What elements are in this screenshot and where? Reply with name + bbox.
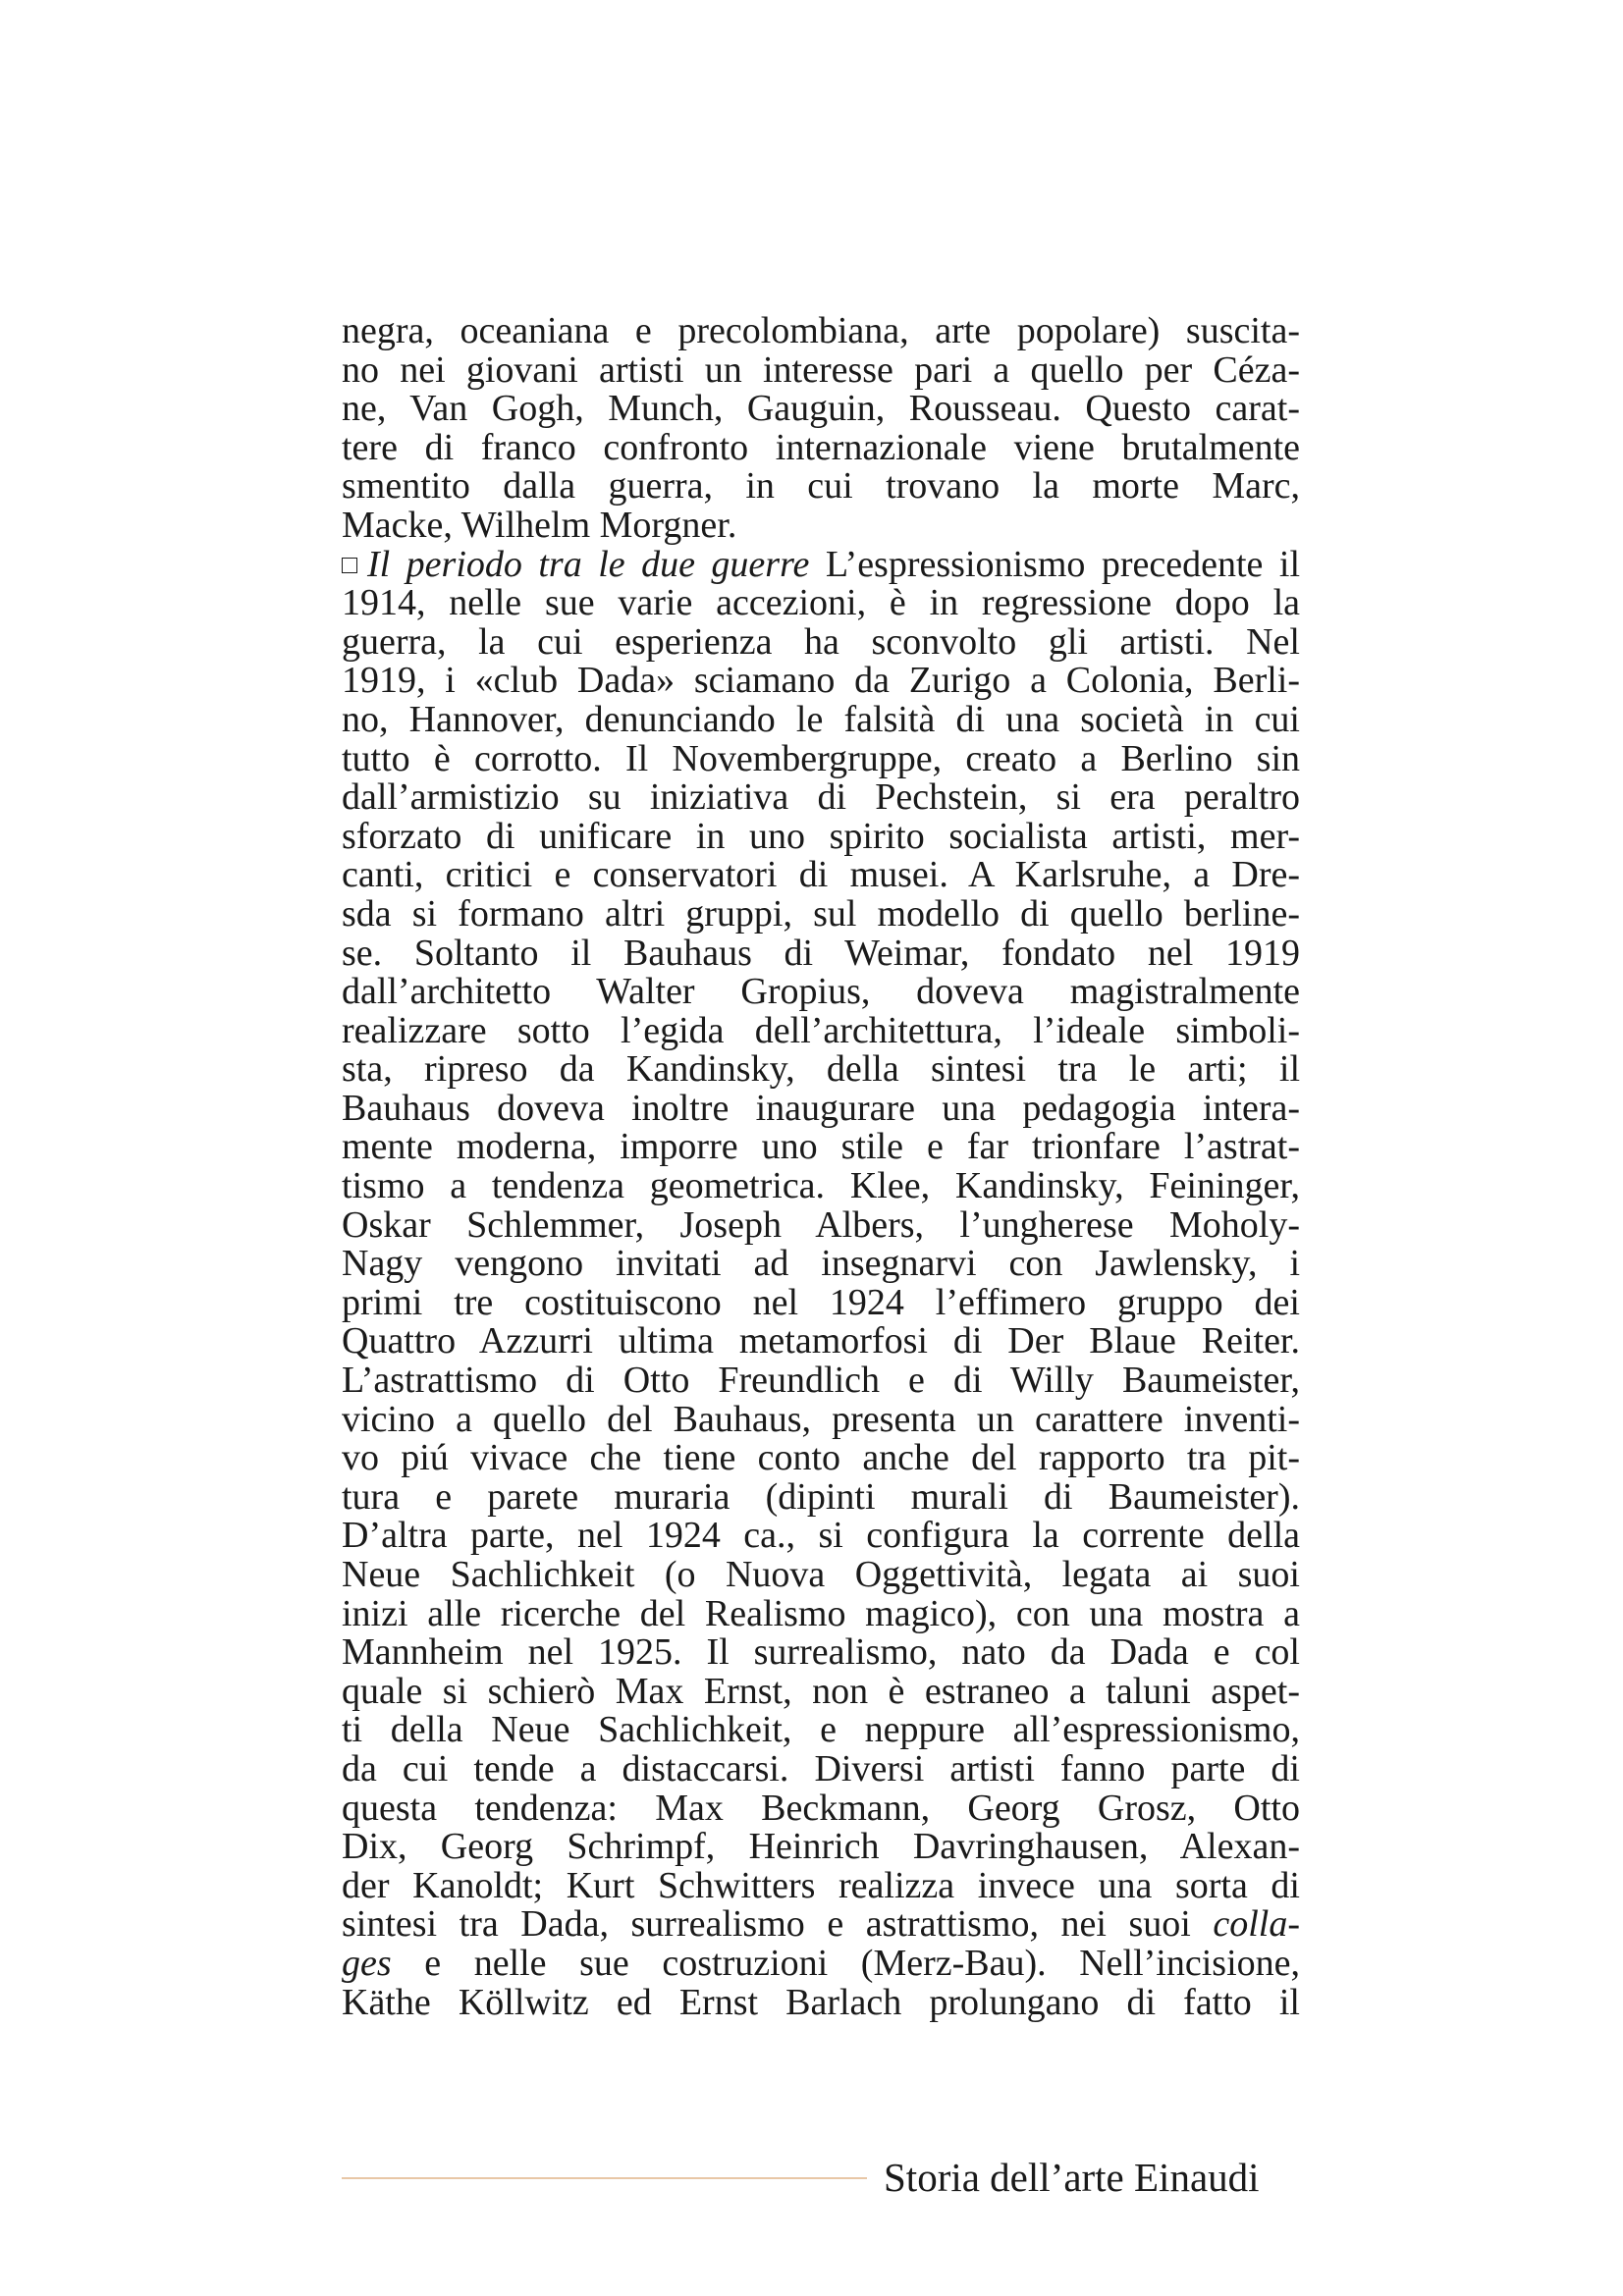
text-line: mente moderna, imporre uno stile e far trionfare l’astrat- (342, 1126, 1300, 1168)
text-line: Mannheim nel 1925. Il surrealismo, nato da Dada e col (342, 1631, 1300, 1674)
after-collages: e nelle sue costruzioni (Merz-Bau). Nell’incisione, (391, 1942, 1300, 1984)
text-line: tura e parete muraria (dipinti murali di Baumeister). (342, 1475, 1300, 1518)
text-line (342, 1942, 1300, 1984)
text-line: se. Soltanto il Bauhaus di Weimar, fondato nel 1919 (342, 932, 1300, 974)
text-line: der Kanoldt; Kurt Schwitters realizza invece una sorta di (342, 1864, 1300, 1906)
text-line: sta, ripreso da Kandinsky, della sintesi tra le arti; il (342, 1048, 1300, 1091)
text-line: Quattro Azzurri ultima metamorfosi di Der Blaue Reiter. (342, 1320, 1300, 1362)
section-first-line-rest: L’espressionismo precedente il (825, 543, 1301, 585)
text-line: Oskar Schlemmer, Joseph Albers, l’ungherese Moholy- (342, 1203, 1300, 1246)
text-line: 1919, i «club Dada» sciamano da Zurigo a Colonia, Berli- (342, 660, 1300, 702)
text-line: Käthe Köllwitz ed Ernst Barlach prolungano di fatto il (342, 1981, 1300, 2023)
collages-word-end: ges (342, 1942, 392, 1984)
text-line: smentito dalla guerra, in cui trovano la morte Marc, (342, 465, 1300, 507)
section-heading-line (342, 543, 1301, 585)
text-line: sforzato di unificare in uno spirito socialista artisti, mer- (342, 815, 1300, 857)
text-line: no, Hannover, denunciando le falsità di una società in cui (342, 698, 1300, 740)
text-line: ne, Van Gogh, Munch, Gauguin, Rousseau. Questo carat- (342, 388, 1300, 430)
text-line: L’astrattismo di Otto Freundlich e di Willy Baumeister, (342, 1360, 1300, 1402)
text-line: guerra, la cui esperienza ha sconvolto gli artisti. Nel (342, 620, 1300, 663)
footer-rule (342, 2177, 867, 2179)
text-line (342, 1905, 1300, 1945)
body-text (342, 312, 1300, 2022)
text-line: D’altra parte, nel 1924 ca., si configura la corrente della (342, 1515, 1300, 1557)
text-line: sda si formano altri gruppi, sul modello di quello berline- (342, 892, 1300, 934)
section-heading: Il periodo tra le due guerre (367, 543, 810, 585)
text-line: primi tre costituiscono nel 1924 l’effimero gruppo dei (342, 1281, 1300, 1323)
text-line: dall’architetto Walter Gropius, doveva magistralmente (342, 971, 1300, 1013)
text-line: tere di franco confronto internazionale viene brutalmente (342, 426, 1300, 468)
text-line: ti della Neue Sachlichkeit, e neppure all’espressionismo, (342, 1709, 1300, 1751)
text-line: Nagy vengono invitati ad insegnarvi con Jawlensky, i (342, 1243, 1300, 1285)
text-line: Bauhaus doveva inoltre inaugurare una pedagogia intera- (342, 1087, 1300, 1129)
text-line: 1914, nelle sue varie accezioni, è in regressione dopo la (342, 582, 1300, 624)
square-bullet-icon (342, 558, 357, 573)
text-line: Macke, Wilhelm Morgner. (342, 504, 737, 546)
text-line: realizzare sotto l’egida dell’architettura, l’ideale simboli- (342, 1009, 1300, 1051)
text-line: vo piú vivace che tiene conto anche del rapporto tra pit- (342, 1437, 1300, 1479)
text-line: canti, critici e conservatori di musei. A Karlsruhe, a Dre- (342, 854, 1300, 896)
footer-title: Storia dell’arte Einaudi (884, 2155, 1260, 2200)
text-line: tismo a tendenza geometrica. Klee, Kandinsky, Feininger, (342, 1165, 1300, 1207)
text-line: inizi alle ricerche del Realismo magico), con una mostra a (342, 1592, 1300, 1634)
text-line: quale si schierò Max Ernst, non è estraneo a taluni aspet- (342, 1670, 1300, 1712)
text-line: Neue Sachlichkeit (o Nuova Oggettività, legata ai suoi (342, 1554, 1300, 1595)
text-line: vicino a quello del Bauhaus, presenta un carattere inventi- (342, 1398, 1300, 1440)
collages-prefix: sintesi tra Dada, surrealismo e astrattismo, nei suoi (342, 1903, 1214, 1946)
collages-word-start: colla- (1213, 1903, 1300, 1946)
text-line: dall’armistizio su iniziativa di Pechstein, si era peraltro (342, 776, 1300, 819)
text-line: no nei giovani artisti un interesse pari a quello per Céza- (342, 348, 1300, 391)
text-line: tutto è corrotto. Il Novembergruppe, creato a Berlino sin (342, 737, 1300, 779)
text-line: negra, oceaniana e precolombiana, arte popolare) suscita- (342, 310, 1300, 351)
text-line: questa tendenza: Max Beckmann, Georg Grosz, Otto (342, 1787, 1300, 1829)
text-line: da cui tende a distaccarsi. Diversi artisti fanno parte di (342, 1747, 1300, 1789)
text-line: Dix, Georg Schrimpf, Heinrich Davringhausen, Alexan- (342, 1826, 1300, 1868)
